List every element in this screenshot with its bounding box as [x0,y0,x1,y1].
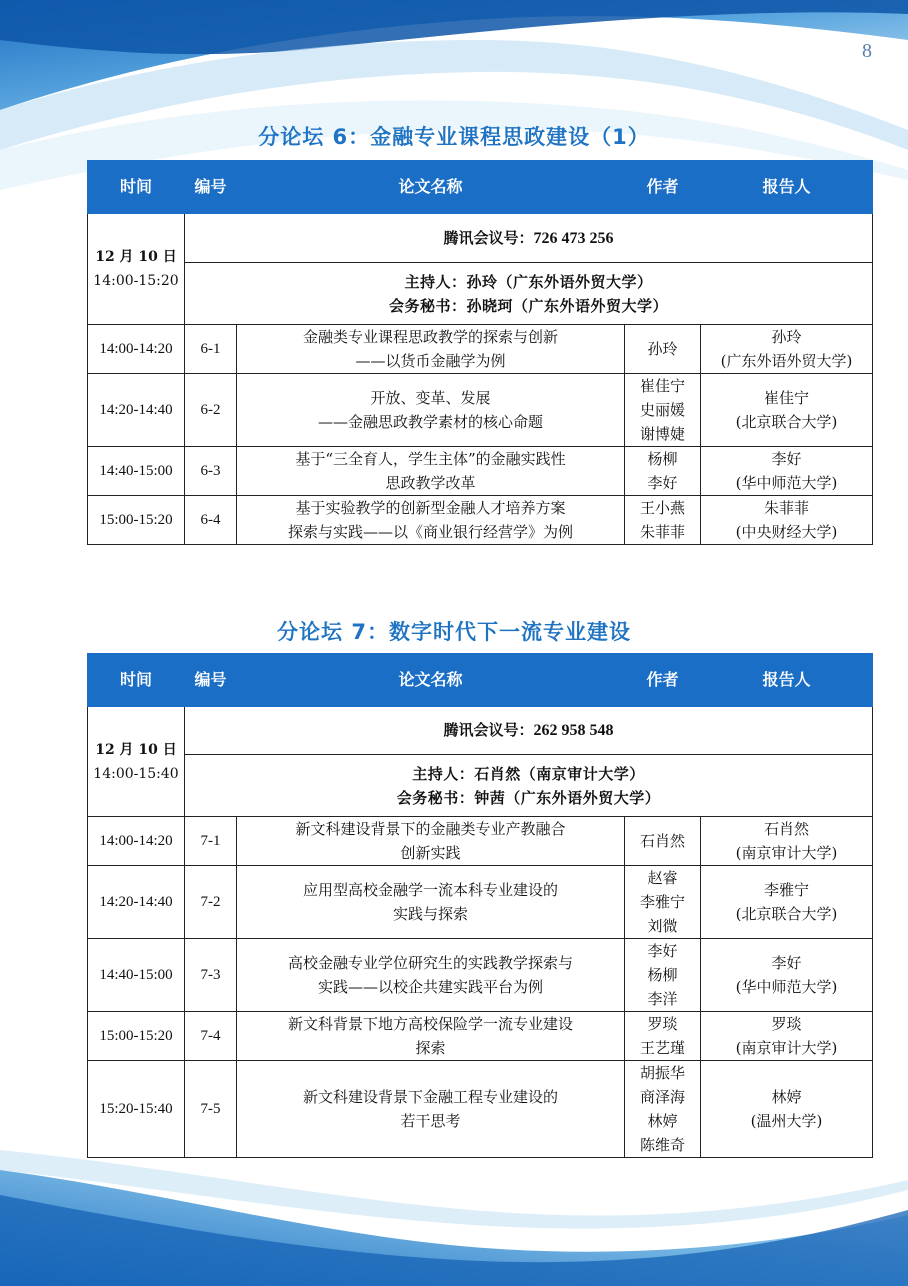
meeting-id: 262 958 548 [533,722,614,739]
reporter-org: (中央财经大学) [735,523,838,541]
session-code: 7-4 [185,1012,237,1061]
session-reporter [701,1012,873,1061]
table-row [88,939,873,1012]
header-time: 时间 [88,161,185,214]
session-reporter [701,1061,873,1158]
session-time: 14:20-14:40 [88,374,185,447]
session-title [237,817,625,866]
header-code: 编号 [185,654,237,707]
table-row [88,325,873,374]
forum-date-cell [88,214,185,325]
author-name: 石肖然 [639,832,685,850]
title-line: 新文科背景下地方高校保险学一流专业建设 [287,1015,573,1033]
forum-date: 12 月 10 日 [95,249,177,265]
author-name: 杨柳 [647,966,678,984]
session-time: 14:20-14:40 [88,866,185,939]
session-time: 14:00-14:20 [88,325,185,374]
session-title [237,1061,625,1158]
title-line: 若干思考 [400,1112,461,1130]
meeting-id-row [185,214,873,263]
author-name: 李雅宁 [639,893,685,911]
session-code: 7-5 [185,1061,237,1158]
host-row [185,755,873,817]
session-title [237,939,625,1012]
session-reporter [701,374,873,447]
reporter-name: 罗琰 [771,1015,802,1033]
reporter-name: 李好 [771,450,802,468]
header-author: 作者 [625,654,701,707]
session-title [237,325,625,374]
session-code: 7-2 [185,866,237,939]
title-line: 实践——以校企共建实践平台为例 [317,978,543,996]
session-authors [625,1012,701,1061]
reporter-name: 石肖然 [763,820,809,838]
meeting-id-label: 腾讯会议号： [443,721,534,739]
author-name: 陈维奇 [639,1136,685,1154]
session-reporter [701,866,873,939]
header-reporter: 报告人 [701,161,873,214]
session-time: 14:40-15:00 [88,447,185,496]
session-authors [625,325,701,374]
author-name: 赵睿 [647,869,678,887]
meeting-id: 726 473 256 [533,229,614,247]
author-name: 杨柳 [647,450,678,468]
meeting-id-label: 腾讯会议号： [443,228,534,247]
session-code: 6-3 [185,447,237,496]
header-time: 时间 [88,654,185,707]
author-name: 谢博婕 [639,425,685,443]
header-reporter: 报告人 [701,654,873,707]
reporter-org: (北京联合大学) [735,905,838,923]
session-code: 7-3 [185,939,237,1012]
table-row [88,447,873,496]
title-line: 开放、变革、发展 [370,389,491,407]
reporter-org: (北京联合大学) [735,413,838,431]
title-line: 实践与探索 [392,905,468,923]
reporter-name: 孙玲 [771,328,802,346]
forum-7-table [87,653,873,1158]
session-time: 14:00-14:20 [88,817,185,866]
title-line: 高校金融专业学位研究生的实践教学探索与 [287,954,573,972]
author-name: 李好 [647,474,678,492]
session-reporter [701,325,873,374]
host: 主持人：孙玲（广东外语外贸大学） [404,272,653,291]
author-name: 李好 [647,942,678,960]
title-line: 新文科建设背景下的金融类专业产教融合 [295,820,566,838]
session-title [237,447,625,496]
forum-time-range: 14:00-15:20 [93,273,179,289]
header-author: 作者 [625,161,701,214]
table-row [88,496,873,545]
title-line: 创新实践 [400,844,461,862]
session-authors [625,496,701,545]
session-code: 7-1 [185,817,237,866]
reporter-org: (南京审计大学) [735,844,838,862]
reporter-name: 崔佳宁 [763,389,809,407]
forum-date-cell [88,707,185,817]
table-header-row [88,161,873,214]
reporter-org: (广东外语外贸大学) [720,352,853,370]
table-row [88,866,873,939]
session-code: 6-2 [185,374,237,447]
header-title: 论文名称 [237,654,625,707]
session-code: 6-4 [185,496,237,545]
reporter-org: (温州大学) [750,1112,823,1130]
table-row [88,817,873,866]
session-authors [625,817,701,866]
reporter-name: 林婷 [771,1088,802,1106]
header-code: 编号 [185,161,237,214]
author-name: 胡振华 [639,1064,685,1082]
author-name: 王艺瑾 [639,1039,685,1057]
session-reporter [701,817,873,866]
title-line: ——以货币金融学为例 [355,352,506,370]
table-row [88,1012,873,1061]
session-title [237,1012,625,1061]
author-name: 林婷 [647,1112,678,1130]
forum-6-title: 分论坛 6：金融专业课程思政建设（1） [258,125,650,149]
session-time: 15:00-15:20 [88,496,185,545]
session-code: 6-1 [185,325,237,374]
reporter-name: 李好 [771,954,802,972]
author-name: 孙玲 [647,340,678,358]
meeting-id-row [185,707,873,755]
table-header-row [88,654,873,707]
secretary: 会务秘书：孙晓珂（广东外语外贸大学） [388,296,668,315]
session-authors [625,1061,701,1158]
host: 主持人：石肖然（南京审计大学） [412,764,645,783]
header-title: 论文名称 [237,161,625,214]
forum-time-range: 14:00-15:40 [93,765,179,782]
reporter-org: (华中师范大学) [735,978,838,996]
session-title [237,496,625,545]
reporter-org: (华中师范大学) [735,474,838,492]
session-time: 14:40-15:00 [88,939,185,1012]
author-name: 朱菲菲 [639,523,685,541]
session-authors [625,374,701,447]
author-name: 王小燕 [639,499,685,517]
secretary: 会务秘书：钟茜（广东外语外贸大学） [396,788,661,807]
title-line: 基于“三全育人，学生主体”的金融实践性 [295,450,566,468]
title-line: 新文科建设背景下金融工程专业建设的 [302,1088,558,1106]
title-line: 探索与实践——以《商业银行经营学》为例 [287,523,573,541]
forum-date: 12 月 10 日 [95,741,177,758]
session-reporter [701,447,873,496]
reporter-name: 朱菲菲 [763,499,809,517]
session-authors [625,866,701,939]
reporter-org: (南京审计大学) [735,1039,838,1057]
session-title [237,374,625,447]
author-name: 商泽海 [639,1088,685,1106]
title-line: 探索 [415,1039,446,1057]
author-name: 刘微 [647,917,678,935]
author-name: 崔佳宁 [639,377,685,395]
title-line: 思政教学改革 [385,474,476,492]
author-name: 李洋 [647,990,678,1008]
forum-6-table [87,160,873,545]
page-number: 8 [862,40,872,62]
forum-7-title: 分论坛 7：数字时代下一流专业建设 [277,620,631,644]
title-line: 金融类专业课程思政教学的探索与创新 [302,328,558,346]
session-authors [625,447,701,496]
session-title [237,866,625,939]
session-reporter [701,939,873,1012]
table-row [88,1061,873,1158]
session-time: 15:20-15:40 [88,1061,185,1158]
title-line: 应用型高校金融学一流本科专业建设的 [302,881,558,899]
title-line: 基于实验教学的创新型金融人才培养方案 [295,499,566,517]
reporter-name: 李雅宁 [763,881,809,899]
author-name: 史丽媛 [639,401,685,419]
host-row [185,263,873,325]
session-authors [625,939,701,1012]
author-name: 罗琰 [647,1015,678,1033]
session-time: 15:00-15:20 [88,1012,185,1061]
session-reporter [701,496,873,545]
title-line: ——金融思政教学素材的核心命题 [317,413,543,431]
table-row [88,374,873,447]
